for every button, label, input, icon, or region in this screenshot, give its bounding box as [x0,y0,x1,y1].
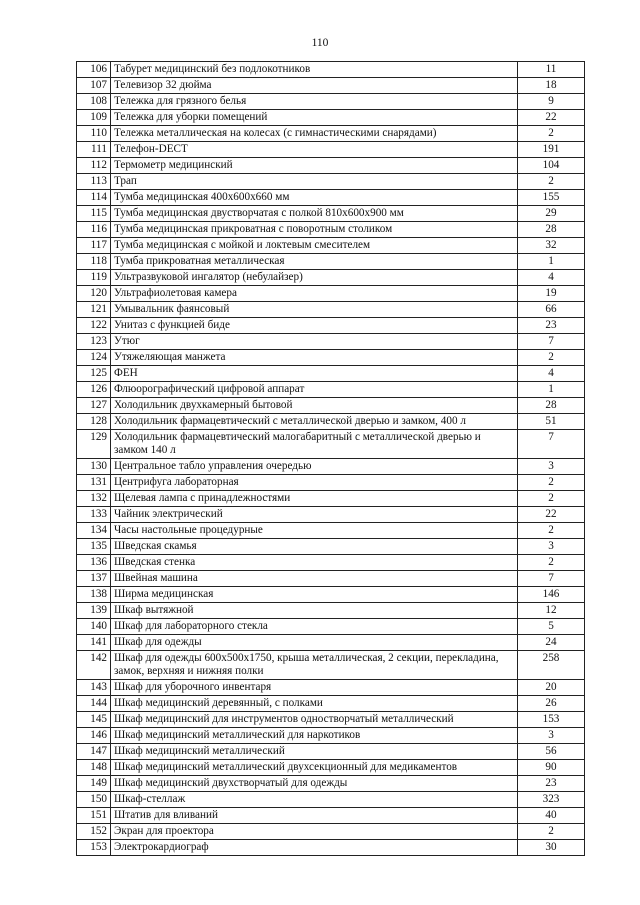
item-name-cell: Шкаф-стеллаж [111,792,518,808]
item-name-cell: Тумба медицинская с мойкой и локтевым смесителем [111,238,518,254]
quantity-cell: 258 [518,651,585,680]
quantity-cell: 7 [518,571,585,587]
quantity-cell: 7 [518,430,585,459]
item-name-cell: Тумба прикроватная металлическая [111,254,518,270]
row-number-cell: 138 [77,587,111,603]
item-name-cell: Тележка для уборки помещений [111,110,518,126]
row-number-cell: 107 [77,78,111,94]
item-name-cell: Ультразвуковой ингалятор (небулайзер) [111,270,518,286]
row-number-cell: 152 [77,824,111,840]
table-row [77,491,585,507]
quantity-cell: 4 [518,270,585,286]
table-row [77,350,585,366]
table-row [77,126,585,142]
item-name-cell: Трап [111,174,518,190]
equipment-table [76,61,585,856]
table-row [77,696,585,712]
table-row [77,270,585,286]
quantity-cell: 12 [518,603,585,619]
row-number-cell: 116 [77,222,111,238]
quantity-cell: 104 [518,158,585,174]
item-name-cell: Шведская скамья [111,539,518,555]
row-number-cell: 153 [77,840,111,856]
quantity-cell: 28 [518,398,585,414]
row-number-cell: 127 [77,398,111,414]
table-row [77,430,585,459]
table-row [77,190,585,206]
quantity-cell: 4 [518,366,585,382]
quantity-cell: 22 [518,110,585,126]
quantity-cell: 56 [518,744,585,760]
item-name-cell: Шкаф медицинский для инструментов одностворчатый металлический [111,712,518,728]
table-row [77,840,585,856]
table-row [77,174,585,190]
row-number-cell: 128 [77,414,111,430]
row-number-cell: 121 [77,302,111,318]
table-row [77,728,585,744]
row-number-cell: 123 [77,334,111,350]
table-row [77,776,585,792]
item-name-cell: Щелевая лампа с принадлежностями [111,491,518,507]
table-row [77,635,585,651]
row-number-cell: 106 [77,62,111,78]
item-name-cell: Экран для проектора [111,824,518,840]
table-row [77,254,585,270]
quantity-cell: 1 [518,382,585,398]
row-number-cell: 144 [77,696,111,712]
quantity-cell: 323 [518,792,585,808]
item-name-cell: Шкаф для лабораторного стекла [111,619,518,635]
table-row [77,555,585,571]
item-name-cell: Холодильник двухкамерный бытовой [111,398,518,414]
quantity-cell: 28 [518,222,585,238]
quantity-cell: 30 [518,840,585,856]
item-name-cell: Шкаф медицинский металлический двухсекционный для медикаментов [111,760,518,776]
quantity-cell: 2 [518,350,585,366]
row-number-cell: 115 [77,206,111,222]
quantity-cell: 90 [518,760,585,776]
table-row [77,238,585,254]
quantity-cell: 2 [518,174,585,190]
item-name-cell: ФЕН [111,366,518,382]
item-name-cell: Табурет медицинский без подлокотников [111,62,518,78]
row-number-cell: 120 [77,286,111,302]
table-row [77,824,585,840]
item-name-cell: Умывальник фаянсовый [111,302,518,318]
item-name-cell: Ширма медицинская [111,587,518,603]
row-number-cell: 149 [77,776,111,792]
quantity-cell: 20 [518,680,585,696]
table-row [77,507,585,523]
table-row [77,158,585,174]
row-number-cell: 125 [77,366,111,382]
item-name-cell: Часы настольные процедурные [111,523,518,539]
table-row [77,603,585,619]
table-row [77,523,585,539]
quantity-cell: 26 [518,696,585,712]
row-number-cell: 143 [77,680,111,696]
item-name-cell: Чайник электрический [111,507,518,523]
table-row [77,651,585,680]
item-name-cell: Тележка металлическая на колесах (с гимнастическими снарядами) [111,126,518,142]
row-number-cell: 109 [77,110,111,126]
quantity-cell: 146 [518,587,585,603]
table-row [77,792,585,808]
row-number-cell: 129 [77,430,111,459]
row-number-cell: 142 [77,651,111,680]
table-row [77,206,585,222]
item-name-cell: Утяжеляющая манжета [111,350,518,366]
item-name-cell: Шкаф для одежды [111,635,518,651]
table-row [77,587,585,603]
quantity-cell: 2 [518,491,585,507]
table-row [77,619,585,635]
item-name-cell: Шкаф медицинский деревянный, с полками [111,696,518,712]
row-number-cell: 122 [77,318,111,334]
table-row [77,539,585,555]
item-name-cell: Швейная машина [111,571,518,587]
item-name-cell: Шкаф для уборочного инвентаря [111,680,518,696]
table-row [77,94,585,110]
row-number-cell: 150 [77,792,111,808]
table-row [77,382,585,398]
quantity-cell: 29 [518,206,585,222]
row-number-cell: 114 [77,190,111,206]
item-name-cell: Холодильник фармацевтический с металлической дверью и замком, 400 л [111,414,518,430]
row-number-cell: 112 [77,158,111,174]
quantity-cell: 18 [518,78,585,94]
quantity-cell: 22 [518,507,585,523]
quantity-cell: 3 [518,728,585,744]
row-number-cell: 133 [77,507,111,523]
row-number-cell: 132 [77,491,111,507]
row-number-cell: 124 [77,350,111,366]
table-row [77,334,585,350]
item-name-cell: Шведская стенка [111,555,518,571]
table-row [77,398,585,414]
quantity-cell: 2 [518,475,585,491]
table-row [77,286,585,302]
table-row [77,414,585,430]
row-number-cell: 137 [77,571,111,587]
item-name-cell: Тумба медицинская 400х600х660 мм [111,190,518,206]
row-number-cell: 113 [77,174,111,190]
item-name-cell: Электрокардиограф [111,840,518,856]
row-number-cell: 117 [77,238,111,254]
table-row [77,571,585,587]
row-number-cell: 118 [77,254,111,270]
row-number-cell: 130 [77,459,111,475]
table-row [77,222,585,238]
row-number-cell: 111 [77,142,111,158]
item-name-cell: Шкаф медицинский двухстворчатый для одежды [111,776,518,792]
quantity-cell: 7 [518,334,585,350]
item-name-cell: Шкаф вытяжной [111,603,518,619]
table-row [77,475,585,491]
quantity-cell: 23 [518,776,585,792]
quantity-cell: 9 [518,94,585,110]
table-row [77,744,585,760]
quantity-cell: 3 [518,459,585,475]
quantity-cell: 5 [518,619,585,635]
item-name-cell: Телефон-DECT [111,142,518,158]
item-name-cell: Тележка для грязного белья [111,94,518,110]
item-name-cell: Штатив для вливаний [111,808,518,824]
row-number-cell: 119 [77,270,111,286]
quantity-cell: 1 [518,254,585,270]
row-number-cell: 148 [77,760,111,776]
item-name-cell: Унитаз с функцией биде [111,318,518,334]
quantity-cell: 32 [518,238,585,254]
item-name-cell: Тумба медицинская двустворчатая с полкой 810х600х900 мм [111,206,518,222]
quantity-cell: 2 [518,555,585,571]
item-name-cell: Центральное табло управления очередью [111,459,518,475]
row-number-cell: 139 [77,603,111,619]
table-row [77,110,585,126]
quantity-cell: 155 [518,190,585,206]
quantity-cell: 191 [518,142,585,158]
item-name-cell: Термометр медицинский [111,158,518,174]
quantity-cell: 153 [518,712,585,728]
item-name-cell: Тумба медицинская прикроватная с поворотным столиком [111,222,518,238]
quantity-cell: 2 [518,523,585,539]
row-number-cell: 108 [77,94,111,110]
item-name-cell: Флюорографический цифровой аппарат [111,382,518,398]
table-row [77,78,585,94]
table-row [77,808,585,824]
row-number-cell: 126 [77,382,111,398]
table-row [77,302,585,318]
item-name-cell: Центрифуга лабораторная [111,475,518,491]
item-name-cell: Ультрафиолетовая камера [111,286,518,302]
item-name-cell: Телевизор 32 дюйма [111,78,518,94]
quantity-cell: 2 [518,824,585,840]
row-number-cell: 151 [77,808,111,824]
row-number-cell: 140 [77,619,111,635]
row-number-cell: 145 [77,712,111,728]
table-row [77,459,585,475]
row-number-cell: 141 [77,635,111,651]
table-row [77,366,585,382]
quantity-cell: 11 [518,62,585,78]
item-name-cell: Шкаф медицинский металлический для наркотиков [111,728,518,744]
quantity-cell: 2 [518,126,585,142]
quantity-cell: 66 [518,302,585,318]
row-number-cell: 134 [77,523,111,539]
item-name-cell: Шкаф для одежды 600х500х1750, крыша металлическая, 2 секции, перекладина, замок, верхняя и нижняя полки [111,651,518,680]
quantity-cell: 23 [518,318,585,334]
table-row [77,62,585,78]
page-number: 110 [311,37,329,49]
item-name-cell: Шкаф медицинский металлический [111,744,518,760]
row-number-cell: 135 [77,539,111,555]
table-row [77,712,585,728]
table-row [77,142,585,158]
row-number-cell: 136 [77,555,111,571]
quantity-cell: 51 [518,414,585,430]
table-row [77,680,585,696]
item-name-cell: Холодильник фармацевтический малогабаритный с металлической дверью и замком 140 л [111,430,518,459]
row-number-cell: 131 [77,475,111,491]
quantity-cell: 3 [518,539,585,555]
row-number-cell: 147 [77,744,111,760]
row-number-cell: 110 [77,126,111,142]
row-number-cell: 146 [77,728,111,744]
table-row [77,318,585,334]
quantity-cell: 24 [518,635,585,651]
quantity-cell: 40 [518,808,585,824]
quantity-cell: 19 [518,286,585,302]
item-name-cell: Утюг [111,334,518,350]
table-row [77,760,585,776]
